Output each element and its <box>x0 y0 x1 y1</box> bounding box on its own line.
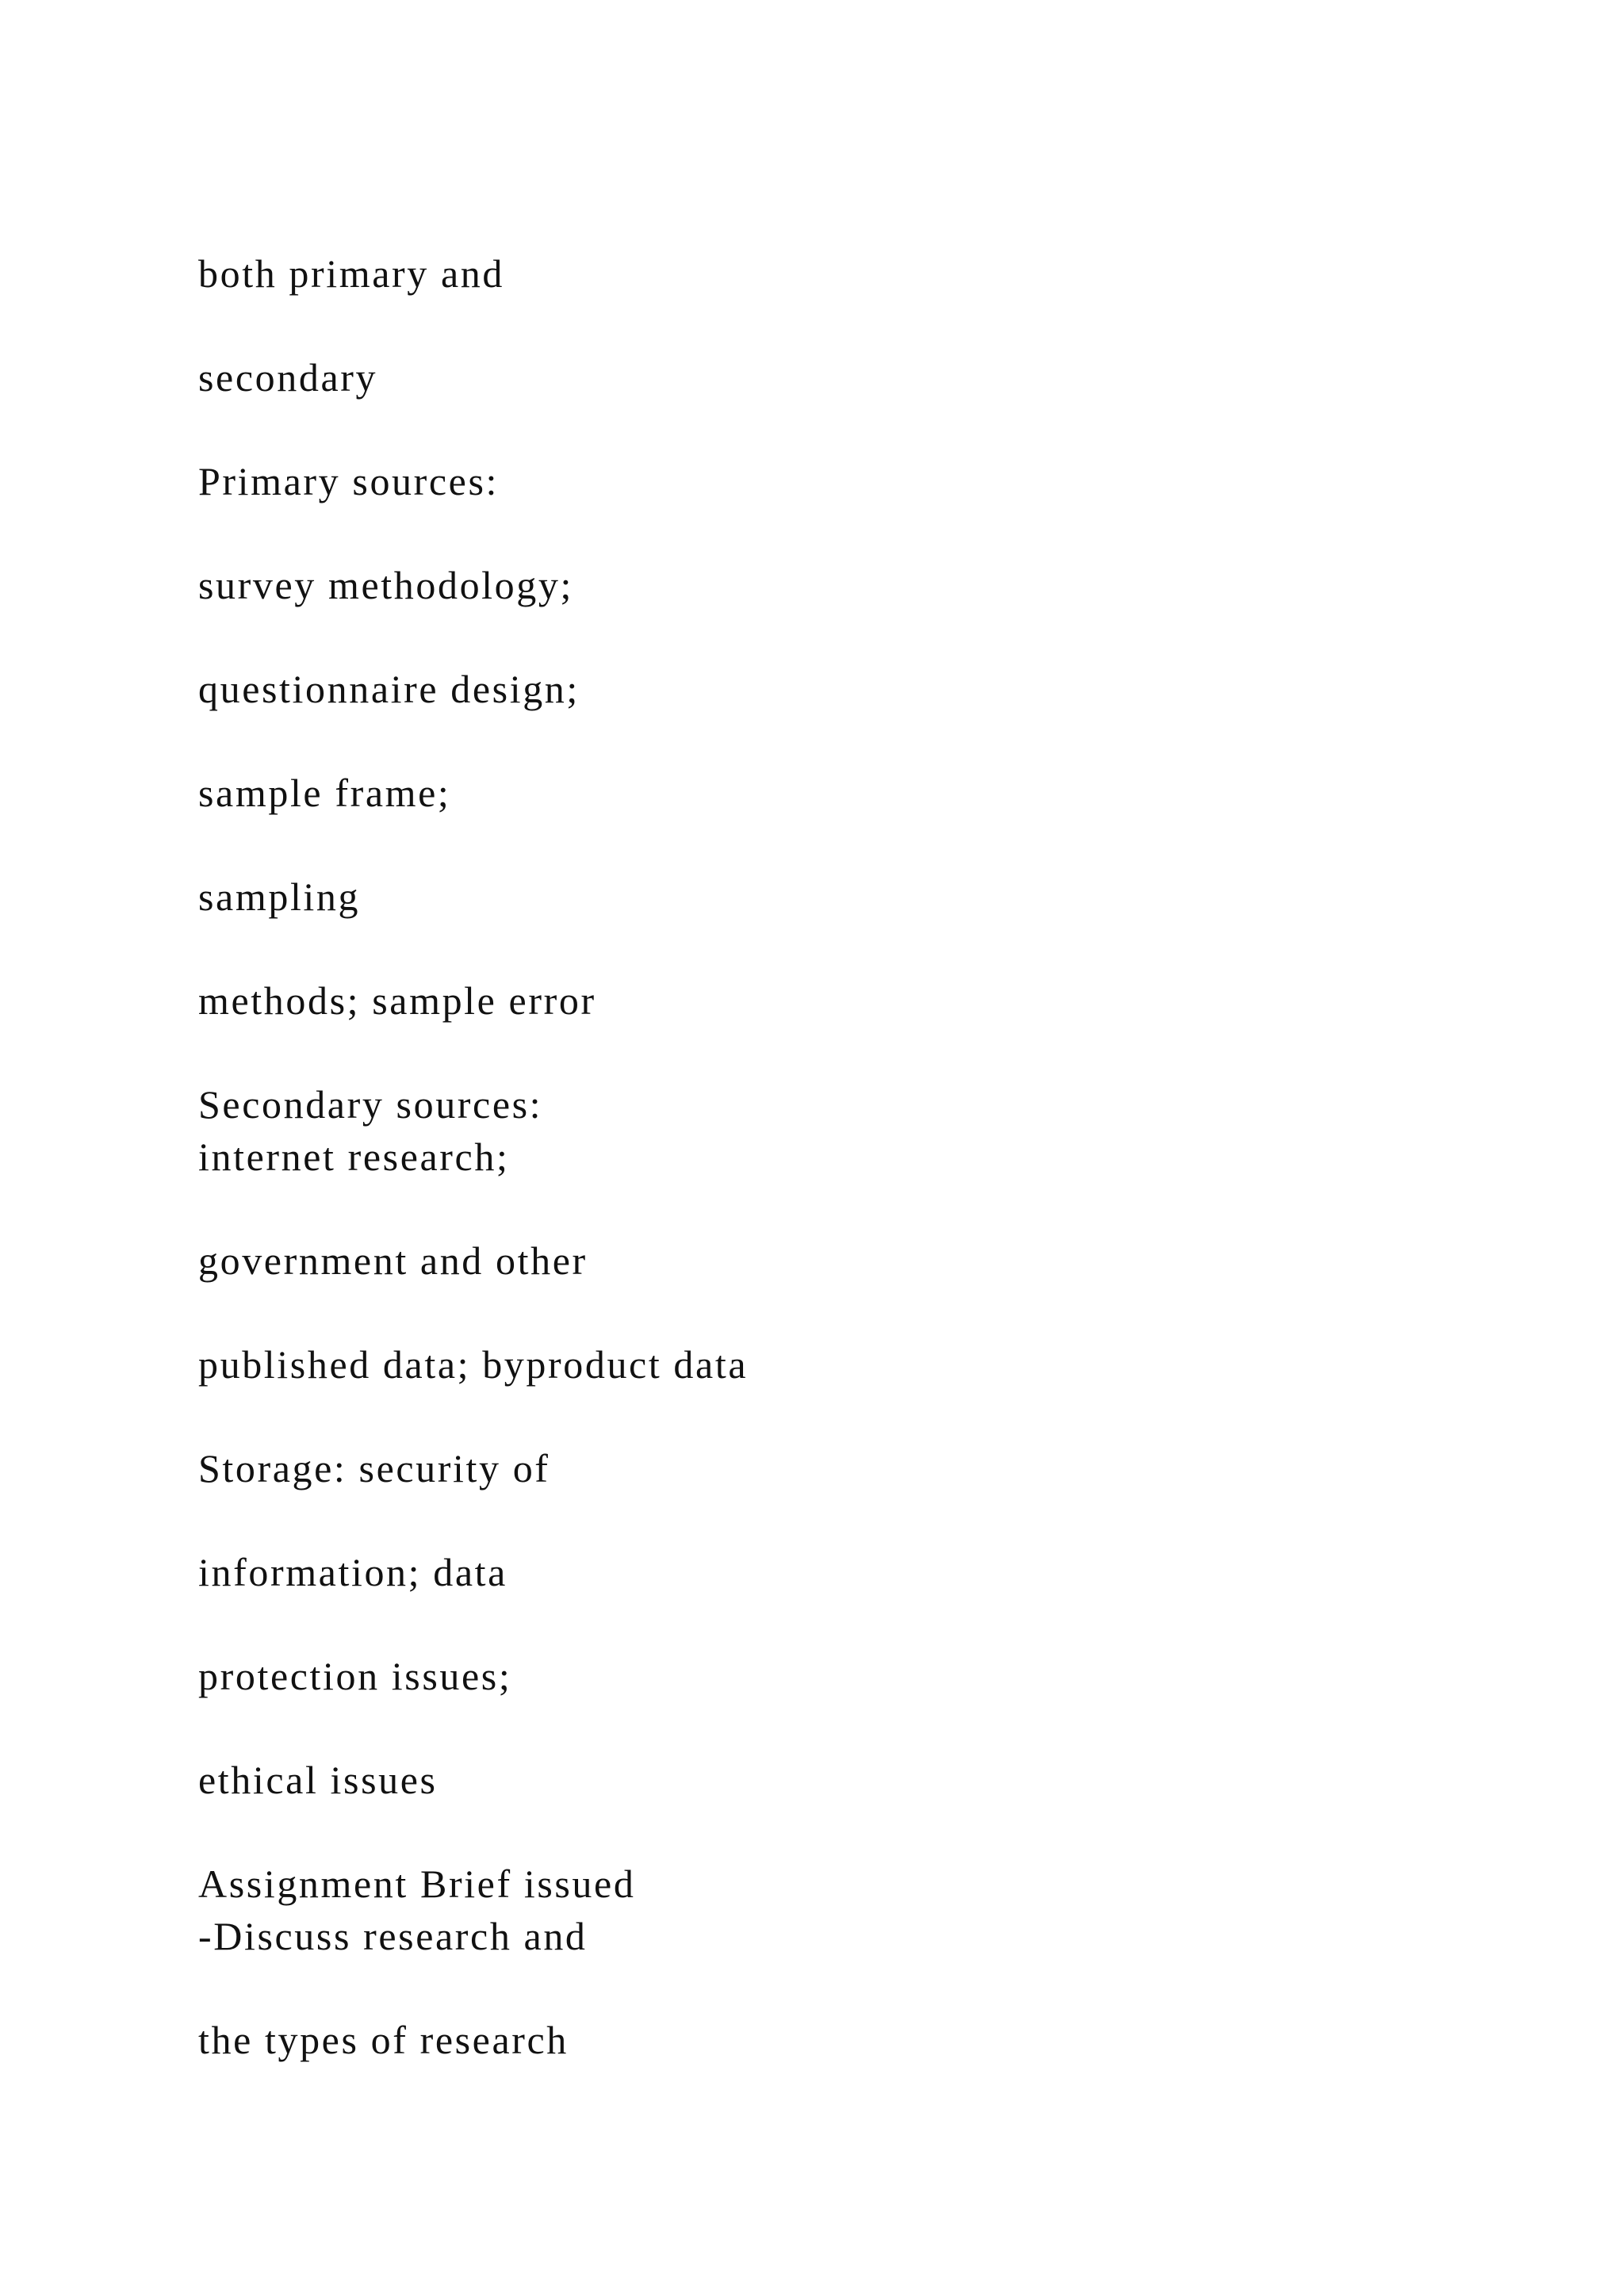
text-line: sampling <box>198 874 361 919</box>
text-line: published data; byproduct data <box>198 1342 749 1387</box>
text-line: protection issues; <box>198 1654 512 1698</box>
text-line: Assignment Brief issued <box>198 1862 636 1906</box>
text-line: both primary and <box>198 251 504 296</box>
text-line: Secondary sources: <box>198 1082 543 1127</box>
text-line: the types of research <box>198 2018 569 2062</box>
text-line: methods; sample error <box>198 978 596 1023</box>
text-line: ethical issues <box>198 1758 438 1802</box>
text-line: Primary sources: <box>198 459 500 503</box>
text-line: questionnaire design; <box>198 667 580 711</box>
text-line: sample frame; <box>198 771 451 815</box>
text-line: government and other <box>198 1238 588 1283</box>
text-line: -Discuss research and <box>198 1914 588 1958</box>
text-line: internet research; <box>198 1135 510 1179</box>
text-line: survey methodology; <box>198 563 573 607</box>
text-line: Storage: security of <box>198 1446 550 1490</box>
text-line: information; data <box>198 1550 508 1594</box>
text-line: secondary <box>198 355 378 400</box>
